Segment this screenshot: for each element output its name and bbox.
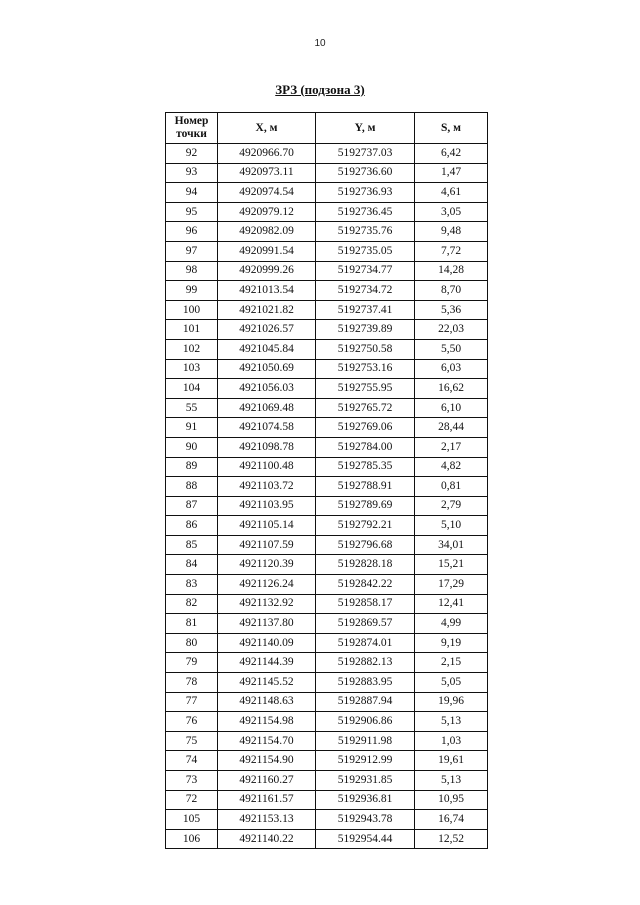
cell-point-number: 102 (166, 339, 218, 359)
cell-s: 9,48 (415, 222, 488, 242)
table-row (166, 320, 488, 340)
cell-point-number: 72 (166, 790, 218, 810)
cell-x: 4921050.69 (218, 359, 316, 379)
cell-x: 4921144.39 (218, 653, 316, 673)
cell-y: 5192858.17 (316, 594, 415, 614)
cell-s: 10,95 (415, 790, 488, 810)
cell-x: 4921126.24 (218, 575, 316, 595)
cell-x: 4921145.52 (218, 673, 316, 693)
cell-y: 5192734.77 (316, 261, 415, 281)
cell-point-number: 100 (166, 300, 218, 320)
cell-point-number: 93 (166, 163, 218, 183)
table-row (166, 379, 488, 399)
table-row (166, 771, 488, 791)
cell-y: 5192931.85 (316, 771, 415, 791)
cell-s: 5,36 (415, 300, 488, 320)
cell-s: 19,61 (415, 751, 488, 771)
cell-s: 5,13 (415, 771, 488, 791)
cell-point-number: 103 (166, 359, 218, 379)
cell-s: 16,62 (415, 379, 488, 399)
cell-s: 16,74 (415, 810, 488, 830)
table-row (166, 810, 488, 830)
cell-y: 5192737.41 (316, 300, 415, 320)
cell-s: 1,03 (415, 731, 488, 751)
cell-s: 14,28 (415, 261, 488, 281)
table-row (166, 261, 488, 281)
cell-s: 4,99 (415, 614, 488, 634)
cell-point-number: 83 (166, 575, 218, 595)
cell-x: 4921098.78 (218, 437, 316, 457)
cell-x: 4920973.11 (218, 163, 316, 183)
table-row (166, 712, 488, 732)
cell-s: 22,03 (415, 320, 488, 340)
table-row (166, 202, 488, 222)
cell-point-number: 82 (166, 594, 218, 614)
table-row (166, 790, 488, 810)
table-row (166, 692, 488, 712)
cell-y: 5192753.16 (316, 359, 415, 379)
cell-point-number: 101 (166, 320, 218, 340)
cell-point-number: 92 (166, 144, 218, 164)
page-title: ЗРЗ (подзона 3) (275, 82, 365, 97)
cell-x: 4920979.12 (218, 202, 316, 222)
table-row (166, 653, 488, 673)
cell-y: 5192869.57 (316, 614, 415, 634)
table-row (166, 731, 488, 751)
cell-x: 4921132.92 (218, 594, 316, 614)
cell-point-number: 76 (166, 712, 218, 732)
coordinates-table (165, 112, 488, 849)
cell-point-number: 81 (166, 614, 218, 634)
cell-y: 5192882.13 (316, 653, 415, 673)
table-row (166, 575, 488, 595)
cell-s: 9,19 (415, 633, 488, 653)
cell-y: 5192906.86 (316, 712, 415, 732)
cell-s: 2,17 (415, 437, 488, 457)
cell-s: 7,72 (415, 241, 488, 261)
cell-s: 1,47 (415, 163, 488, 183)
table-row (166, 418, 488, 438)
cell-x: 4921021.82 (218, 300, 316, 320)
cell-point-number: 85 (166, 535, 218, 555)
cell-s: 2,15 (415, 653, 488, 673)
table-row (166, 673, 488, 693)
cell-s: 34,01 (415, 535, 488, 555)
cell-point-number: 99 (166, 281, 218, 301)
table-row (166, 633, 488, 653)
table-row (166, 555, 488, 575)
cell-point-number: 97 (166, 241, 218, 261)
cell-y: 5192765.72 (316, 398, 415, 418)
cell-x: 4921154.90 (218, 751, 316, 771)
table-row (166, 339, 488, 359)
cell-y: 5192750.58 (316, 339, 415, 359)
table-row (166, 496, 488, 516)
cell-y: 5192735.05 (316, 241, 415, 261)
cell-y: 5192769.06 (316, 418, 415, 438)
header-point-number: Номер точки (166, 113, 218, 144)
cell-point-number: 74 (166, 751, 218, 771)
cell-s: 12,52 (415, 829, 488, 849)
cell-x: 4921100.48 (218, 457, 316, 477)
cell-s: 5,05 (415, 673, 488, 693)
cell-y: 5192911.98 (316, 731, 415, 751)
cell-y: 5192788.91 (316, 477, 415, 497)
header-y: Y, м (316, 113, 415, 144)
table-row (166, 751, 488, 771)
page-number: 10 (314, 38, 326, 49)
cell-s: 19,96 (415, 692, 488, 712)
cell-s: 5,50 (415, 339, 488, 359)
cell-y: 5192883.95 (316, 673, 415, 693)
cell-x: 4921045.84 (218, 339, 316, 359)
cell-x: 4920982.09 (218, 222, 316, 242)
cell-point-number: 78 (166, 673, 218, 693)
header-s: S, м (415, 113, 488, 144)
cell-s: 28,44 (415, 418, 488, 438)
cell-y: 5192796.68 (316, 535, 415, 555)
cell-s: 5,13 (415, 712, 488, 732)
cell-x: 4920974.54 (218, 183, 316, 203)
cell-x: 4921103.95 (218, 496, 316, 516)
header-x: X, м (218, 113, 316, 144)
cell-y: 5192936.81 (316, 790, 415, 810)
cell-x: 4921103.72 (218, 477, 316, 497)
table-row (166, 437, 488, 457)
table-row (166, 457, 488, 477)
cell-x: 4921137.80 (218, 614, 316, 634)
cell-point-number: 77 (166, 692, 218, 712)
cell-s: 8,70 (415, 281, 488, 301)
cell-point-number: 80 (166, 633, 218, 653)
table-row (166, 300, 488, 320)
cell-x: 4920999.26 (218, 261, 316, 281)
cell-point-number: 73 (166, 771, 218, 791)
cell-s: 4,82 (415, 457, 488, 477)
cell-s: 5,10 (415, 516, 488, 536)
cell-point-number: 75 (166, 731, 218, 751)
cell-y: 5192755.95 (316, 379, 415, 399)
cell-s: 2,79 (415, 496, 488, 516)
table-row (166, 281, 488, 301)
cell-point-number: 86 (166, 516, 218, 536)
cell-y: 5192785.35 (316, 457, 415, 477)
cell-x: 4921140.09 (218, 633, 316, 653)
cell-point-number: 88 (166, 477, 218, 497)
cell-s: 3,05 (415, 202, 488, 222)
cell-x: 4921074.58 (218, 418, 316, 438)
table-row (166, 163, 488, 183)
cell-x: 4921013.54 (218, 281, 316, 301)
cell-y: 5192874.01 (316, 633, 415, 653)
cell-point-number: 79 (166, 653, 218, 673)
cell-point-number: 90 (166, 437, 218, 457)
table-body (166, 144, 488, 849)
cell-y: 5192789.69 (316, 496, 415, 516)
cell-y: 5192736.93 (316, 183, 415, 203)
cell-y: 5192736.45 (316, 202, 415, 222)
cell-point-number: 104 (166, 379, 218, 399)
cell-y: 5192784.00 (316, 437, 415, 457)
cell-x: 4921105.14 (218, 516, 316, 536)
cell-point-number: 55 (166, 398, 218, 418)
cell-y: 5192954.44 (316, 829, 415, 849)
cell-x: 4921107.59 (218, 535, 316, 555)
cell-x: 4921161.57 (218, 790, 316, 810)
cell-x: 4920966.70 (218, 144, 316, 164)
cell-s: 0,81 (415, 477, 488, 497)
cell-point-number: 95 (166, 202, 218, 222)
cell-s: 6,10 (415, 398, 488, 418)
table-row (166, 594, 488, 614)
cell-point-number: 96 (166, 222, 218, 242)
cell-y: 5192737.03 (316, 144, 415, 164)
cell-y: 5192739.89 (316, 320, 415, 340)
cell-point-number: 105 (166, 810, 218, 830)
cell-point-number: 87 (166, 496, 218, 516)
cell-point-number: 94 (166, 183, 218, 203)
cell-s: 12,41 (415, 594, 488, 614)
cell-x: 4921160.27 (218, 771, 316, 791)
cell-point-number: 91 (166, 418, 218, 438)
cell-x: 4921153.13 (218, 810, 316, 830)
cell-x: 4920991.54 (218, 241, 316, 261)
table-row (166, 516, 488, 536)
table-row (166, 477, 488, 497)
cell-x: 4921140.22 (218, 829, 316, 849)
cell-point-number: 89 (166, 457, 218, 477)
cell-x: 4921148.63 (218, 692, 316, 712)
cell-y: 5192736.60 (316, 163, 415, 183)
cell-s: 6,03 (415, 359, 488, 379)
cell-y: 5192734.72 (316, 281, 415, 301)
cell-s: 17,29 (415, 575, 488, 595)
cell-x: 4921154.98 (218, 712, 316, 732)
cell-point-number: 106 (166, 829, 218, 849)
cell-y: 5192828.18 (316, 555, 415, 575)
cell-y: 5192842.22 (316, 575, 415, 595)
cell-s: 4,61 (415, 183, 488, 203)
cell-x: 4921026.57 (218, 320, 316, 340)
cell-point-number: 98 (166, 261, 218, 281)
table-row (166, 222, 488, 242)
cell-x: 4921120.39 (218, 555, 316, 575)
cell-y: 5192792.21 (316, 516, 415, 536)
cell-x: 4921154.70 (218, 731, 316, 751)
cell-y: 5192887.94 (316, 692, 415, 712)
cell-point-number: 84 (166, 555, 218, 575)
table-row (166, 398, 488, 418)
cell-s: 15,21 (415, 555, 488, 575)
table-row (166, 535, 488, 555)
cell-s: 6,42 (415, 144, 488, 164)
cell-y: 5192735.76 (316, 222, 415, 242)
table-row (166, 614, 488, 634)
table-row (166, 144, 488, 164)
table-row (166, 241, 488, 261)
table-row (166, 359, 488, 379)
cell-y: 5192943.78 (316, 810, 415, 830)
cell-y: 5192912.99 (316, 751, 415, 771)
table-row (166, 183, 488, 203)
cell-x: 4921069.48 (218, 398, 316, 418)
table-header-row (166, 113, 488, 144)
table-row (166, 829, 488, 849)
cell-x: 4921056.03 (218, 379, 316, 399)
